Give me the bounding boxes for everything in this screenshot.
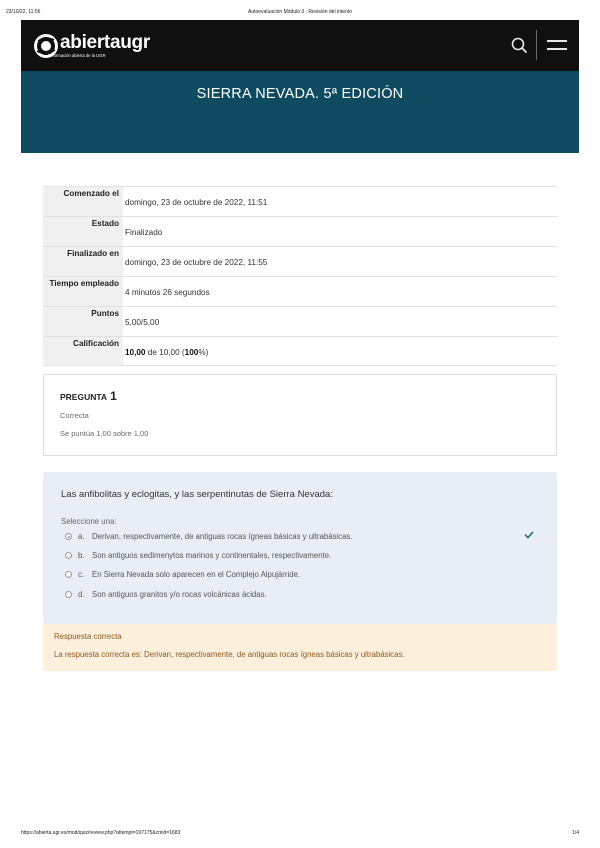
print-doc-title: Autoevaluación Módulo 3 : Revisión del intento [248,9,352,15]
option-text: En Sierra Nevada solo aparecen en el Complejo Alpujárride. [92,570,301,579]
question-prompt: Las anfibolitas y eclogitas, y las serpentinutas de Sierra Nevada: [61,489,333,500]
question-heading [60,389,117,403]
course-banner [21,71,579,153]
question-number: 1 [110,389,117,403]
grade-middle: de 10,00 ( [145,348,185,357]
radio-button[interactable] [65,552,72,559]
option-text: Derivan, respectivamente, de antiguas rocas ígneas básicas y ultrabásicas. [92,532,353,541]
hamburger-menu-icon [547,40,567,42]
print-header [0,9,600,19]
summary-value: 4 minutos 26 segundos [125,288,210,297]
site-logo[interactable] [33,32,193,60]
option-letter: d. [78,590,85,599]
print-page-number: 1/4 [572,830,579,836]
summary-label: Finalizado en [43,247,123,276]
summary-value: domingo, 23 de octubre de 2022, 11:51 [125,198,268,207]
print-date: 23/10/22, 11:56 [6,9,41,15]
summary-value: Finalizado [125,228,163,237]
feedback-box [43,624,557,671]
summary-label: Comenzado el [43,187,123,216]
feedback-title: Respuesta correcta [54,632,122,641]
question-heading-label: PREGUNTA [60,392,108,402]
feedback-correct-answer: La respuesta correcta es: Derivan, respectivamente, de antiguas rocas ígneas básicas y ultrabásicas. [54,650,405,659]
question-grade: Se puntúa 1,00 sobre 1,00 [60,429,149,438]
summary-row [43,246,557,276]
option-letter: b. [78,551,85,560]
check-icon [524,530,534,540]
question-state: Correcta [60,411,89,420]
course-title: SIERRA NEVADA. 5ª EDICIÓN [196,86,404,102]
option-letter: c. [78,570,85,579]
logo-wordmark: abiertaugr [60,32,150,53]
option-text: Son antiguos sedimenytos marinos y continentales, respectivamente. [92,551,332,560]
radio-button[interactable] [65,571,72,578]
grade-value [123,337,557,365]
grade-score: 10,00 [125,348,146,357]
option-text: Son antiguos granitos y/o rocas volcánicas ácidas. [92,590,267,599]
print-footer [0,830,600,840]
attempt-summary-table [43,186,557,366]
summary-label: Estado [43,217,123,246]
grade-end: %) [198,348,209,357]
navbar-divider [536,30,537,60]
hamburger-menu-icon [547,48,567,50]
summary-row [43,276,557,306]
top-navbar [21,20,579,71]
summary-label: Tiempo empleado [43,277,123,306]
select-one-label: Seleccione una: [61,517,117,526]
question-content [43,472,557,624]
summary-row-grade [43,336,557,366]
logo-tagline: la formación abierta de la UGR [48,53,106,58]
option-letter: a. [78,532,85,541]
print-url: https://abierta.ugr.es/mod/quiz/review.php?attempt=197175&cmid=1683 [21,830,181,836]
summary-row [43,186,557,216]
summary-value: 5,00/5,00 [125,318,160,327]
menu-button[interactable] [547,37,567,53]
radio-button[interactable] [65,591,72,598]
summary-row [43,306,557,336]
summary-row [43,216,557,246]
question-info-box [43,374,557,456]
grade-percent: 100 [184,348,199,357]
summary-value: domingo, 23 de octubre de 2022, 11:55 [125,258,268,267]
search-button[interactable] [510,36,528,54]
search-icon [510,36,528,54]
radio-button[interactable] [65,533,72,540]
summary-label: Puntos [43,307,123,336]
summary-label: Calificación [43,337,123,365]
